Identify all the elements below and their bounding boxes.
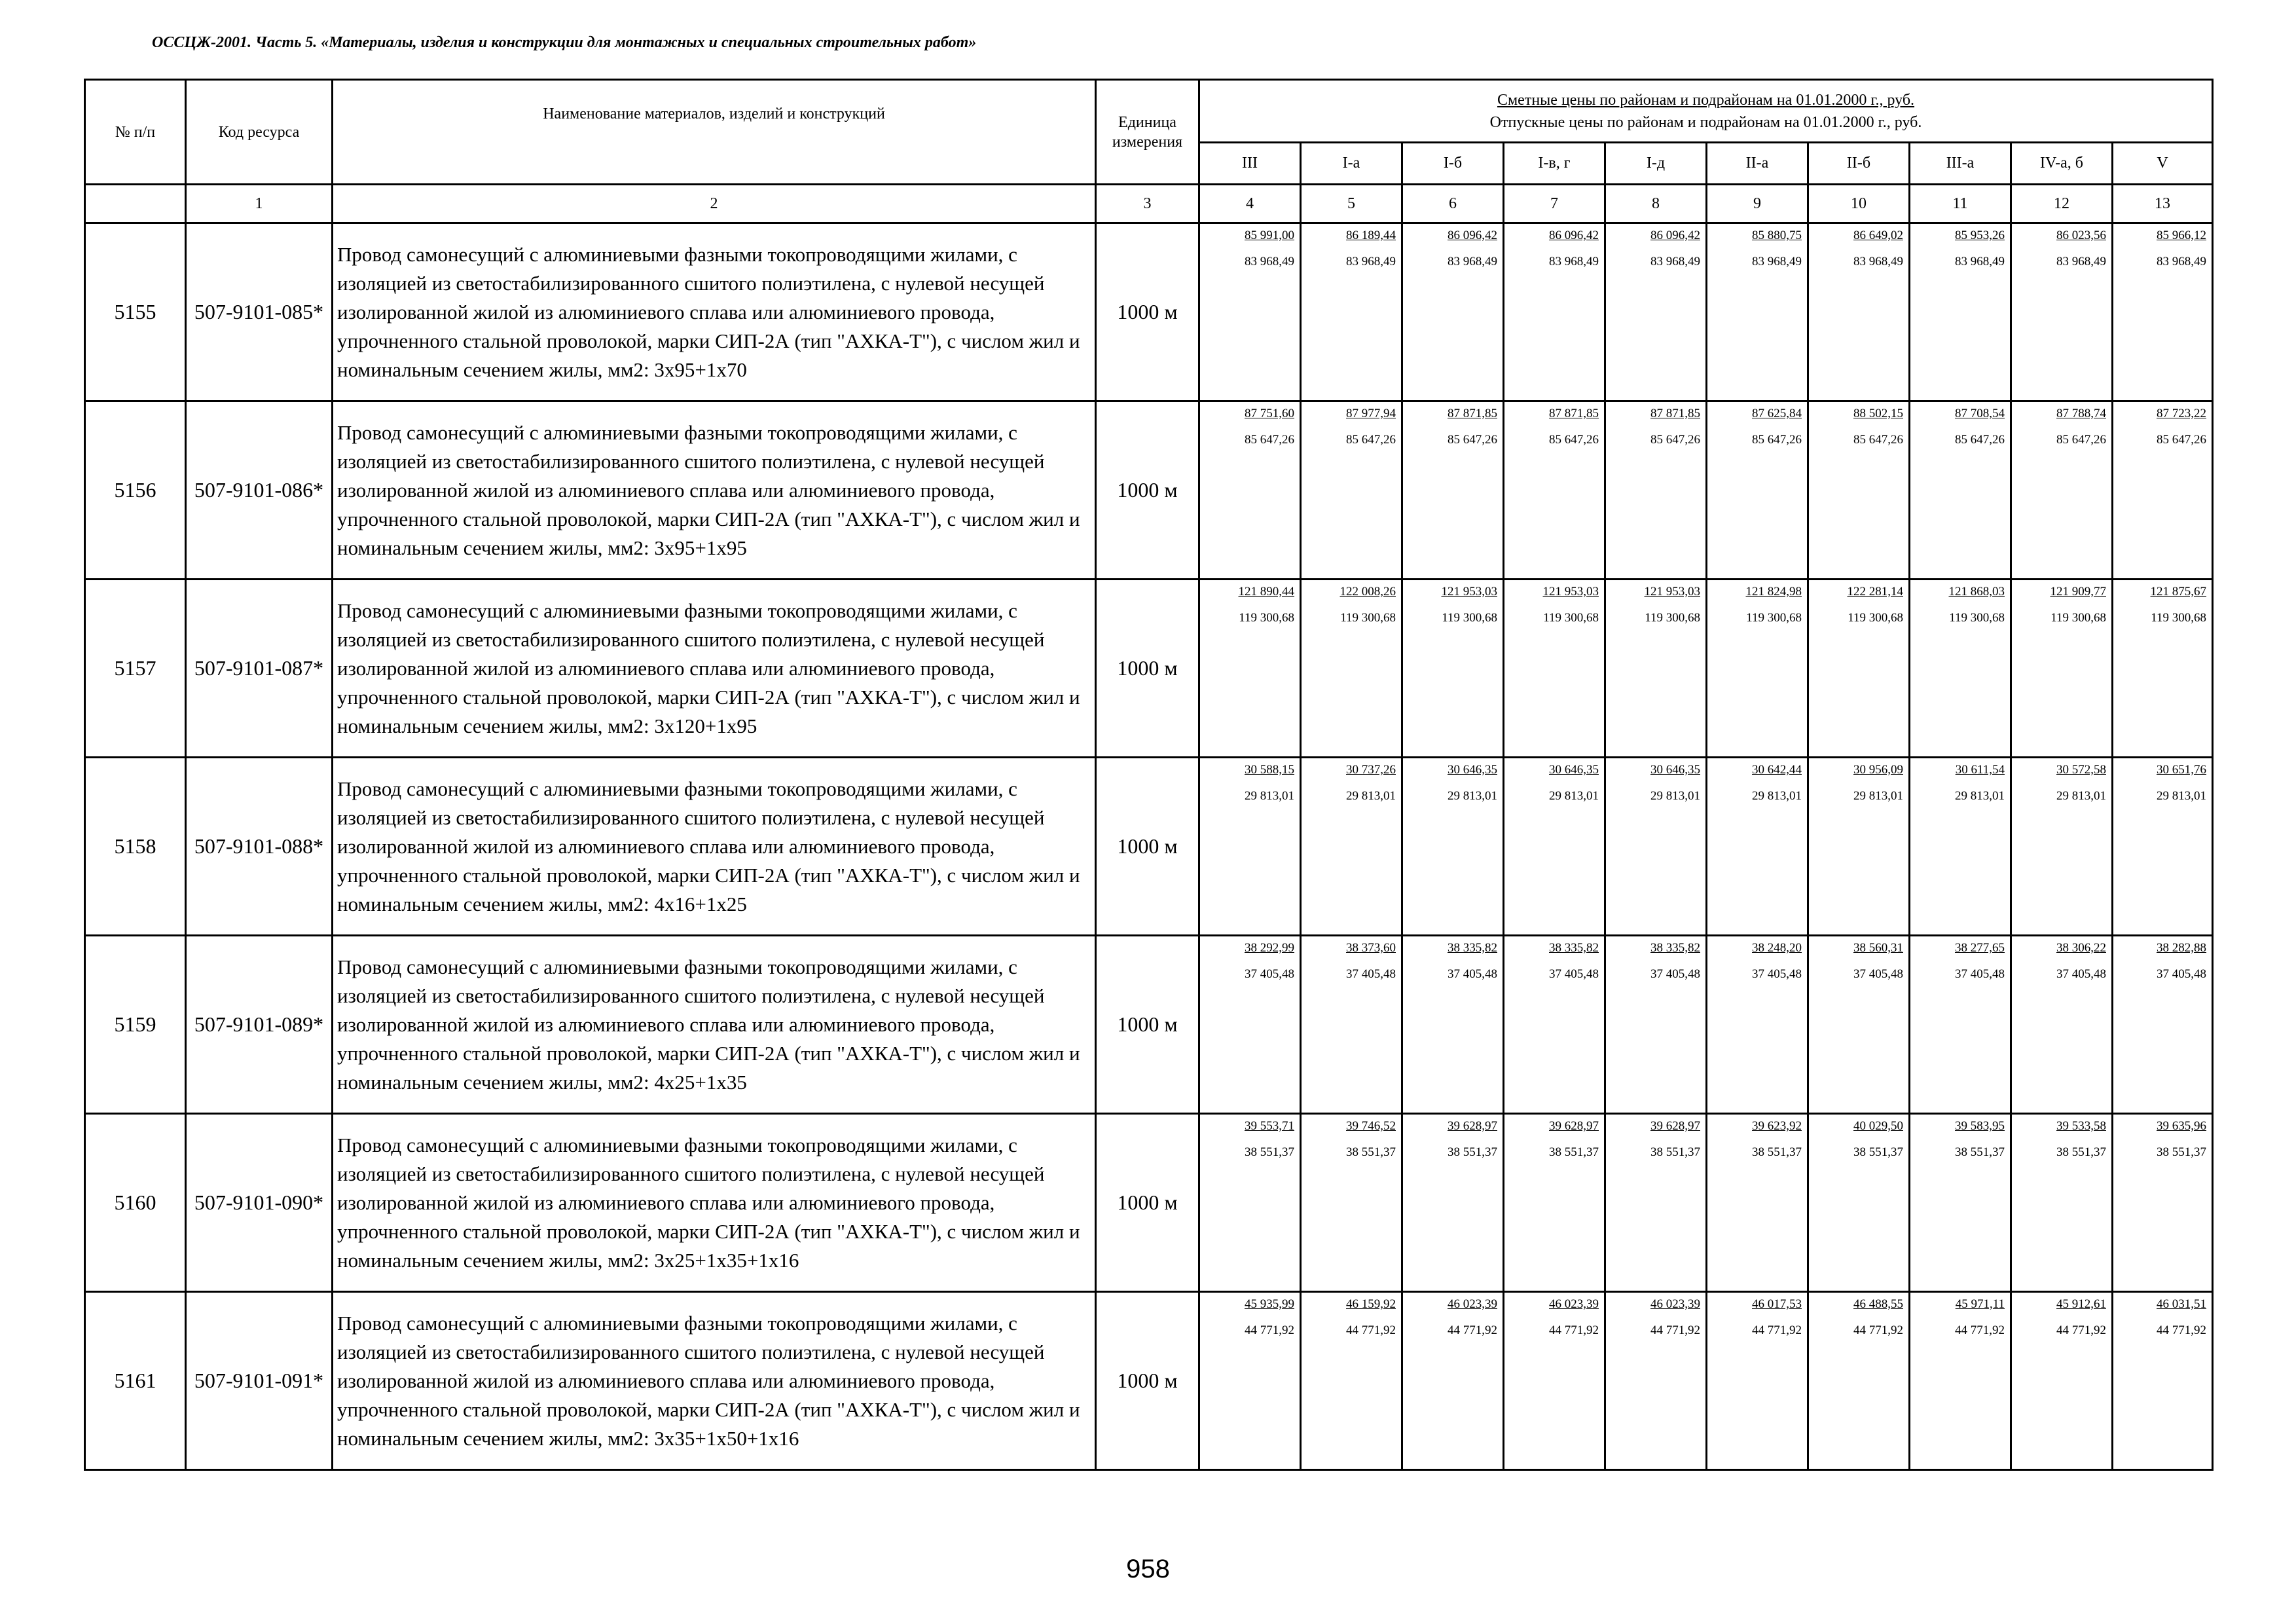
estimate-price: 30 737,26: [1346, 763, 1396, 777]
price-cell: [2011, 758, 2113, 936]
release-price: 83 968,49: [1955, 255, 2005, 268]
release-price: 83 968,49: [1752, 255, 1802, 268]
release-price: 37 405,48: [1448, 967, 1497, 981]
release-price: 85 647,26: [1245, 433, 1294, 447]
row-number: 5156: [85, 401, 186, 580]
region-header: I-д: [1605, 143, 1707, 185]
table-row: [85, 936, 2213, 1114]
price-cell: [1402, 936, 1504, 1114]
estimate-price: 30 572,58: [2056, 763, 2106, 777]
release-price: 37 405,48: [1955, 967, 2005, 981]
price-cell: [2113, 223, 2213, 401]
release-price: 44 771,92: [1853, 1323, 1903, 1337]
column-number: 10: [1808, 185, 1910, 223]
release-price: 44 771,92: [1650, 1323, 1700, 1337]
estimate-price: 86 649,02: [1853, 229, 1903, 242]
estimate-price: 86 023,56: [2056, 229, 2106, 242]
estimate-price: 122 281,14: [1847, 585, 1903, 599]
estimate-price: 87 723,22: [2157, 407, 2207, 420]
row-number: 5159: [85, 936, 186, 1114]
price-cell: [1199, 580, 1301, 758]
release-price: 38 551,37: [2157, 1145, 2207, 1159]
column-number: 13: [2113, 185, 2213, 223]
region-header: III-а: [1910, 143, 2011, 185]
price-cell: [1402, 1292, 1504, 1470]
price-cell: [1504, 223, 1605, 401]
estimate-price: 30 646,35: [1549, 763, 1599, 777]
release-price: 44 771,92: [2157, 1323, 2207, 1337]
estimate-price: 38 373,60: [1346, 941, 1396, 955]
price-cell: [2011, 223, 2113, 401]
measurement-unit: 1000 м: [1096, 1292, 1199, 1470]
column-number-blank: [85, 185, 186, 223]
release-price: 37 405,48: [1549, 967, 1599, 981]
estimate-price: 39 628,97: [1650, 1119, 1700, 1133]
price-cell: [1504, 580, 1605, 758]
price-cell: [1707, 936, 1808, 1114]
release-price: 83 968,49: [2056, 255, 2106, 268]
column-number: 8: [1605, 185, 1707, 223]
material-description: Провод самонесущий с алюминиевыми фазными токопроводящими жилами, с изоляцией из светостабилизированного сшитого полиэтилена, с нулевой несущей изолированной жилой из алюминиевого сплава или алюминиевого провода, упрочненного стальной проволокой, марки СИП-2А (тип "АХКА-Т"), с числом жил и номинальным сечением жилы, мм2: 3х35+1х50+1х16: [333, 1292, 1096, 1470]
release-price: 44 771,92: [1346, 1323, 1396, 1337]
estimate-price: 86 096,42: [1650, 229, 1700, 242]
price-cell: [1605, 758, 1707, 936]
release-price: 85 647,26: [1346, 433, 1396, 447]
estimate-price: 38 560,31: [1853, 941, 1903, 955]
estimate-price: 121 953,03: [1441, 585, 1497, 599]
price-cell: [1808, 1114, 1910, 1292]
release-price: 29 813,01: [2157, 789, 2207, 803]
column-number: 3: [1096, 185, 1199, 223]
estimate-price: 85 966,12: [2157, 229, 2207, 242]
estimate-price: 38 335,82: [1549, 941, 1599, 955]
material-description: Провод самонесущий с алюминиевыми фазными токопроводящими жилами, с изоляцией из светостабилизированного сшитого полиэтилена, с нулевой несущей изолированной жилой из алюминиевого сплава или алюминиевого провода, упрочненного стальной проволокой, марки СИП-2А (тип "АХКА-Т"), с числом жил и номинальным сечением жилы, мм2: 4х16+1х25: [333, 758, 1096, 936]
release-price: 119 300,68: [2151, 611, 2207, 625]
price-cell: [1402, 758, 1504, 936]
release-price: 37 405,48: [1650, 967, 1700, 981]
price-table: [84, 79, 2214, 1471]
table-row: [85, 223, 2213, 401]
header-name: Наименование материалов, изделий и конструкций: [333, 80, 1096, 185]
column-number: 5: [1301, 185, 1402, 223]
measurement-unit: 1000 м: [1096, 758, 1199, 936]
release-price: 83 968,49: [1549, 255, 1599, 268]
table-row: [85, 758, 2213, 936]
estimate-price: 39 553,71: [1245, 1119, 1294, 1133]
header-prices: [1199, 80, 2213, 143]
region-header: I-а: [1301, 143, 1402, 185]
estimate-price: 45 935,99: [1245, 1297, 1294, 1311]
release-price: 85 647,26: [1549, 433, 1599, 447]
release-price: 85 647,26: [1853, 433, 1903, 447]
release-price: 29 813,01: [1955, 789, 2005, 803]
release-price: 119 300,68: [2050, 611, 2106, 625]
region-header: III: [1199, 143, 1301, 185]
estimate-price: 45 971,11: [1955, 1297, 2005, 1311]
release-price: 38 551,37: [2056, 1145, 2106, 1159]
estimate-price: 40 029,50: [1853, 1119, 1903, 1133]
release-price: 85 647,26: [1448, 433, 1497, 447]
estimate-price: 122 008,26: [1339, 585, 1396, 599]
estimate-price: 85 953,26: [1955, 229, 2005, 242]
price-cell: [1301, 223, 1402, 401]
estimate-price: 121 868,03: [1948, 585, 2005, 599]
estimate-price: 87 977,94: [1346, 407, 1396, 420]
resource-code: 507-9101-091*: [186, 1292, 333, 1470]
price-cell: [2113, 758, 2213, 936]
estimate-price: 121 909,77: [2050, 585, 2106, 599]
estimate-price: 86 096,42: [1448, 229, 1497, 242]
estimate-price: 38 292,99: [1245, 941, 1294, 955]
release-price: 37 405,48: [1245, 967, 1294, 981]
price-cell: [1199, 758, 1301, 936]
release-price: 83 968,49: [1346, 255, 1396, 268]
release-price: 29 813,01: [2056, 789, 2106, 803]
table-row: [85, 1292, 2213, 1470]
price-cell: [1707, 223, 1808, 401]
price-cell: [1301, 580, 1402, 758]
price-cell: [1605, 936, 1707, 1114]
release-price: 38 551,37: [1549, 1145, 1599, 1159]
price-cell: [1199, 223, 1301, 401]
price-cell: [1605, 223, 1707, 401]
estimate-price: 87 871,85: [1549, 407, 1599, 420]
estimate-price: 85 880,75: [1752, 229, 1802, 242]
price-cell: [2113, 936, 2213, 1114]
estimate-price: 45 912,61: [2056, 1297, 2106, 1311]
price-cell: [1910, 936, 2011, 1114]
measurement-unit: 1000 м: [1096, 1114, 1199, 1292]
price-cell: [1910, 1114, 2011, 1292]
price-cell: [1605, 401, 1707, 580]
release-price: 29 813,01: [1245, 789, 1294, 803]
release-price: 38 551,37: [1752, 1145, 1802, 1159]
release-price: 119 300,68: [1949, 611, 2005, 625]
price-cell: [1199, 936, 1301, 1114]
measurement-unit: 1000 м: [1096, 223, 1199, 401]
price-cell: [1402, 223, 1504, 401]
price-cell: [1808, 223, 1910, 401]
material-description: Провод самонесущий с алюминиевыми фазными токопроводящими жилами, с изоляцией из светостабилизированного сшитого полиэтилена, с нулевой несущей изолированной жилой из алюминиевого сплава или алюминиевого провода, упрочненного стальной проволокой, марки СИП-2А (тип "АХКА-Т"), с числом жил и номинальным сечением жилы, мм2: 3х120+1х95: [333, 580, 1096, 758]
material-description: Провод самонесущий с алюминиевыми фазными токопроводящими жилами, с изоляцией из светостабилизированного сшитого полиэтилена, с нулевой несущей изолированной жилой из алюминиевого сплава или алюминиевого провода, упрочненного стальной проволокой, марки СИП-2А (тип "АХКА-Т"), с числом жил и номинальным сечением жилы, мм2: 3х95+1х95: [333, 401, 1096, 580]
price-cell: [2011, 1114, 2113, 1292]
region-header: II-б: [1808, 143, 1910, 185]
price-cell: [2113, 1114, 2213, 1292]
release-price: 85 647,26: [2056, 433, 2106, 447]
release-price: 37 405,48: [1752, 967, 1802, 981]
row-number: 5155: [85, 223, 186, 401]
release-price: 29 813,01: [1549, 789, 1599, 803]
price-cell: [2011, 580, 2113, 758]
price-cell: [1707, 401, 1808, 580]
release-price: 37 405,48: [2157, 967, 2207, 981]
page-number: 958: [1126, 1555, 1170, 1583]
measurement-unit: 1000 м: [1096, 401, 1199, 580]
release-price: 29 813,01: [1346, 789, 1396, 803]
release-price: 29 813,01: [1650, 789, 1700, 803]
price-cell: [1808, 401, 1910, 580]
release-price: 29 813,01: [1853, 789, 1903, 803]
header-num: № п/п: [85, 80, 186, 185]
table-row: [85, 1114, 2213, 1292]
price-cell: [1910, 580, 2011, 758]
price-cell: [1808, 758, 1910, 936]
release-price: 38 551,37: [1853, 1145, 1903, 1159]
measurement-unit: 1000 м: [1096, 580, 1199, 758]
estimate-price: 87 708,54: [1955, 407, 2005, 420]
column-number: 9: [1707, 185, 1808, 223]
price-cell: [1402, 401, 1504, 580]
row-number: 5157: [85, 580, 186, 758]
price-cell: [1199, 1114, 1301, 1292]
estimate-price: 46 023,39: [1448, 1297, 1497, 1311]
region-header: IV-а, б: [2011, 143, 2113, 185]
price-cell: [1504, 1114, 1605, 1292]
measurement-unit: 1000 м: [1096, 936, 1199, 1114]
estimate-price: 39 628,97: [1549, 1119, 1599, 1133]
column-number: 6: [1402, 185, 1504, 223]
estimate-price: 121 824,98: [1745, 585, 1802, 599]
price-cell: [1402, 580, 1504, 758]
price-cell: [2011, 936, 2113, 1114]
price-cell: [1605, 1114, 1707, 1292]
estimate-price: 30 651,76: [2157, 763, 2207, 777]
release-price: 119 300,68: [1442, 611, 1497, 625]
release-price: 119 300,68: [1340, 611, 1396, 625]
material-description: Провод самонесущий с алюминиевыми фазными токопроводящими жилами, с изоляцией из светостабилизированного сшитого полиэтилена, с нулевой несущей изолированной жилой из алюминиевого сплава или алюминиевого провода, упрочненного стальной проволокой, марки СИП-2А (тип "АХКА-Т"), с числом жил и номинальным сечением жилы, мм2: 3х25+1х35+1х16: [333, 1114, 1096, 1292]
document-title: ОССЦЖ-2001. Часть 5. «Материалы, изделия и конструкции для монтажных и специальных строительных работ»: [152, 34, 977, 51]
column-number-row: [85, 185, 2213, 223]
material-description: Провод самонесущий с алюминиевыми фазными токопроводящими жилами, с изоляцией из светостабилизированного сшитого полиэтилена, с нулевой несущей изолированной жилой из алюминиевого сплава или алюминиевого провода, упрочненного стальной проволокой, марки СИП-2А (тип "АХКА-Т"), с числом жил и номинальным сечением жилы, мм2: 4х25+1х35: [333, 936, 1096, 1114]
release-price: 85 647,26: [1650, 433, 1700, 447]
estimate-price: 87 788,74: [2056, 407, 2106, 420]
estimate-price: 30 646,35: [1448, 763, 1497, 777]
release-price: 44 771,92: [2056, 1323, 2106, 1337]
header-row: [85, 80, 2213, 143]
price-cell: [1707, 1114, 1808, 1292]
price-cell: [1808, 580, 1910, 758]
estimate-price: 39 628,97: [1448, 1119, 1497, 1133]
estimate-price: 39 533,58: [2056, 1119, 2106, 1133]
estimate-price: 39 635,96: [2157, 1119, 2207, 1133]
release-price: 44 771,92: [1955, 1323, 2005, 1337]
price-cell: [1301, 758, 1402, 936]
header-prices-estimate: Сметные цены по районам и подрайонам на 01.01.2000 г., руб.: [1497, 91, 1915, 109]
release-price: 85 647,26: [1955, 433, 2005, 447]
resource-code: 507-9101-087*: [186, 580, 333, 758]
price-cell: [1910, 401, 2011, 580]
column-number: 2: [333, 185, 1096, 223]
price-cell: [2011, 1292, 2113, 1470]
estimate-price: 38 282,88: [2157, 941, 2207, 955]
release-price: 119 300,68: [1543, 611, 1599, 625]
price-cell: [1504, 936, 1605, 1114]
release-price: 44 771,92: [1448, 1323, 1497, 1337]
release-price: 29 813,01: [1448, 789, 1497, 803]
release-price: 85 647,26: [1752, 433, 1802, 447]
release-price: 83 968,49: [1650, 255, 1700, 268]
estimate-price: 46 488,55: [1853, 1297, 1903, 1311]
price-cell: [1402, 1114, 1504, 1292]
column-number: 1: [186, 185, 333, 223]
row-number: 5158: [85, 758, 186, 936]
release-price: 119 300,68: [1746, 611, 1802, 625]
estimate-price: 88 502,15: [1853, 407, 1903, 420]
release-price: 83 968,49: [1448, 255, 1497, 268]
estimate-price: 30 611,54: [1955, 763, 2005, 777]
estimate-price: 121 953,03: [1644, 585, 1700, 599]
release-price: 38 551,37: [1245, 1145, 1294, 1159]
price-cell: [1707, 580, 1808, 758]
price-cell: [1301, 936, 1402, 1114]
region-header: I-б: [1402, 143, 1504, 185]
price-cell: [1910, 1292, 2011, 1470]
estimate-price: 46 159,92: [1346, 1297, 1396, 1311]
header-code: Код ресурса: [186, 80, 333, 185]
estimate-price: 87 871,85: [1650, 407, 1700, 420]
estimate-price: 39 583,95: [1955, 1119, 2005, 1133]
resource-code: 507-9101-085*: [186, 223, 333, 401]
header-unit: Единица измерения: [1096, 80, 1199, 185]
estimate-price: 46 017,53: [1752, 1297, 1802, 1311]
release-price: 38 551,37: [1955, 1145, 2005, 1159]
price-cell: [2113, 401, 2213, 580]
release-price: 37 405,48: [1853, 967, 1903, 981]
price-cell: [1301, 401, 1402, 580]
price-cell: [2011, 401, 2113, 580]
price-cell: [1808, 936, 1910, 1114]
price-cell: [1504, 1292, 1605, 1470]
estimate-price: 46 023,39: [1650, 1297, 1700, 1311]
resource-code: 507-9101-090*: [186, 1114, 333, 1292]
price-cell: [1910, 758, 2011, 936]
price-cell: [1605, 580, 1707, 758]
table-row: [85, 580, 2213, 758]
release-price: 83 968,49: [2157, 255, 2207, 268]
resource-code: 507-9101-088*: [186, 758, 333, 936]
release-price: 119 300,68: [1645, 611, 1700, 625]
release-price: 38 551,37: [1346, 1145, 1396, 1159]
region-header: V: [2113, 143, 2213, 185]
price-cell: [1707, 758, 1808, 936]
release-price: 44 771,92: [1245, 1323, 1294, 1337]
estimate-price: 38 335,82: [1650, 941, 1700, 955]
estimate-price: 121 890,44: [1238, 585, 1294, 599]
estimate-price: 38 306,22: [2056, 941, 2106, 955]
price-cell: [1301, 1292, 1402, 1470]
release-price: 119 300,68: [1848, 611, 1903, 625]
release-price: 85 647,26: [2157, 433, 2207, 447]
estimate-price: 121 875,67: [2150, 585, 2207, 599]
estimate-price: 87 751,60: [1245, 407, 1294, 420]
estimate-price: 30 646,35: [1650, 763, 1700, 777]
estimate-price: 85 991,00: [1245, 229, 1294, 242]
price-cell: [2113, 580, 2213, 758]
estimate-price: 39 623,92: [1752, 1119, 1802, 1133]
release-price: 44 771,92: [1752, 1323, 1802, 1337]
release-price: 29 813,01: [1752, 789, 1802, 803]
estimate-price: 39 746,52: [1346, 1119, 1396, 1133]
column-number: 11: [1910, 185, 2011, 223]
release-price: 38 551,37: [1650, 1145, 1700, 1159]
price-cell: [1199, 401, 1301, 580]
estimate-price: 38 248,20: [1752, 941, 1802, 955]
price-cell: [1199, 1292, 1301, 1470]
estimate-price: 38 335,82: [1448, 941, 1497, 955]
column-number: 7: [1504, 185, 1605, 223]
price-cell: [1605, 1292, 1707, 1470]
price-cell: [1301, 1114, 1402, 1292]
table-row: [85, 401, 2213, 580]
price-cell: [1504, 401, 1605, 580]
estimate-price: 30 642,44: [1752, 763, 1802, 777]
region-header: I-в, г: [1504, 143, 1605, 185]
material-description: Провод самонесущий с алюминиевыми фазными токопроводящими жилами, с изоляцией из светостабилизированного сшитого полиэтилена, с нулевой несущей изолированной жилой из алюминиевого сплава или алюминиевого провода, упрочненного стальной проволокой, марки СИП-2А (тип "АХКА-Т"), с числом жил и номинальным сечением жилы, мм2: 3х95+1х70: [333, 223, 1096, 401]
estimate-price: 38 277,65: [1955, 941, 2005, 955]
estimate-price: 46 023,39: [1549, 1297, 1599, 1311]
estimate-price: 30 956,09: [1853, 763, 1903, 777]
column-number: 4: [1199, 185, 1301, 223]
estimate-price: 30 588,15: [1245, 763, 1294, 777]
resource-code: 507-9101-086*: [186, 401, 333, 580]
estimate-price: 86 096,42: [1549, 229, 1599, 242]
estimate-price: 87 625,84: [1752, 407, 1802, 420]
estimate-price: 46 031,51: [2157, 1297, 2207, 1311]
release-price: 44 771,92: [1549, 1323, 1599, 1337]
release-price: 83 968,49: [1853, 255, 1903, 268]
release-price: 37 405,48: [1346, 967, 1396, 981]
price-cell: [1504, 758, 1605, 936]
row-number: 5160: [85, 1114, 186, 1292]
release-price: 83 968,49: [1245, 255, 1294, 268]
region-header: II-а: [1707, 143, 1808, 185]
header-prices-release: Отпускные цены по районам и подрайонам на 01.01.2000 г., руб.: [1489, 113, 1922, 131]
price-cell: [1707, 1292, 1808, 1470]
price-cell: [1808, 1292, 1910, 1470]
row-number: 5161: [85, 1292, 186, 1470]
price-cell: [1910, 223, 2011, 401]
resource-code: 507-9101-089*: [186, 936, 333, 1114]
estimate-price: 86 189,44: [1346, 229, 1396, 242]
estimate-price: 121 953,03: [1542, 585, 1599, 599]
column-number: 12: [2011, 185, 2113, 223]
release-price: 119 300,68: [1239, 611, 1294, 625]
price-cell: [2113, 1292, 2213, 1470]
release-price: 37 405,48: [2056, 967, 2106, 981]
release-price: 38 551,37: [1448, 1145, 1497, 1159]
estimate-price: 87 871,85: [1448, 407, 1497, 420]
